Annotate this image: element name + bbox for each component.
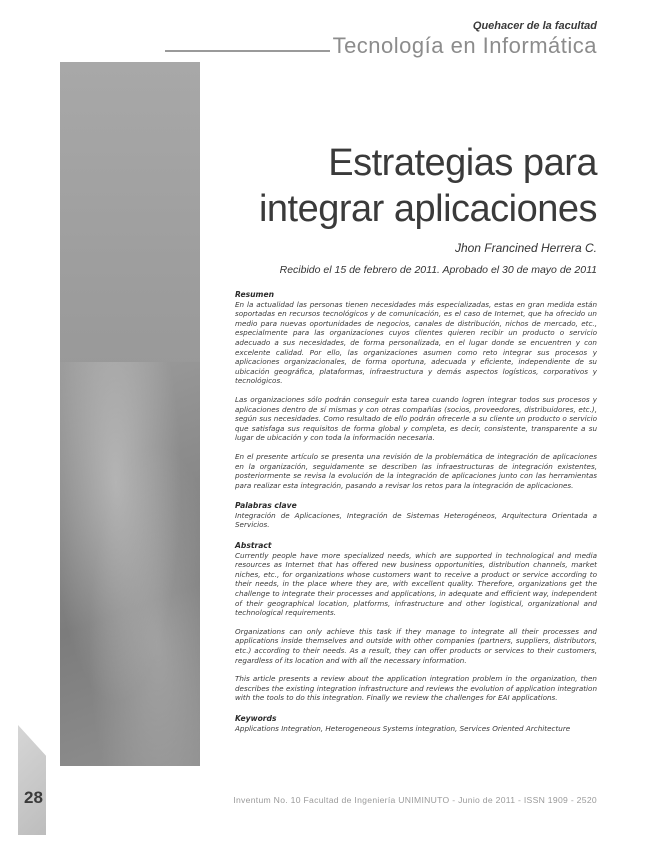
section-label: Quehacer de la facultad (472, 20, 597, 32)
title-line-2: integrar aplicaciones (258, 188, 597, 230)
resumen-heading: Resumen (235, 290, 275, 299)
palabras-clave-text: Integración de Aplicaciones, Integración de Sistemas Heterogéneos, Arquitectura Orientada a Servicios. (235, 510, 597, 530)
title-line-1: Estrategias para (328, 142, 597, 184)
article-dates: Recibido el 15 de febrero de 2011. Aprobado el 30 de mayo de 2011 (279, 264, 597, 276)
abstract-section (235, 541, 597, 703)
keywords-text: Applications Integration, Heterogeneous Systems integration, Services Oriented Architecture (235, 723, 571, 733)
background-photo (60, 362, 200, 766)
article-title (177, 140, 597, 232)
header-rule (165, 50, 330, 52)
abstract-paragraph-1: Currently people have more specialized needs, which are supported in technological and media resources as Internet that has offered new business opportunities, distribution channels, market niches, etc., for organizations whose customers want to receive a product or service according to their needs, in the place where they are, with excellent quality. Therefore, organizations get the challenge to integrate their processes and applications, in adequate and efficient way, independent of their geographical location, platforms, infrastructure and other logistical, organizational and technological requirements. (235, 550, 597, 618)
section-title: Tecnología en Informática (332, 33, 597, 58)
footer-citation: Inventum No. 10 Facultad de Ingeniería UNIMINUTO - Junio de 2011 - ISSN 1909 - 2520 (233, 795, 597, 805)
resumen-paragraph-1: En la actualidad las personas tienen necesidades más especializadas, estas en gran medida están soportadas en recursos tecnológicos y de comunicación, es el caso de Internet, que ha ofrecido un medio para nuevas oportunidades de negocios, canales de distribución, nichos de mercado, etc., especialmente para las organizaciones cuyos clientes quieren recibir un producto o servicio adecuado a sus necesidades, de forma personalizada, en el lugar donde se encuentren y con excelente calidad. Por ello, las organizaciones asumen como reto integrar sus procesos y aplicaciones organizacionales, de forma oportuna, adecuada y eficiente, independiente de su ubicación geográfica, plataformas, infraestructura y demás aspectos logísticos, corporativos y tecnológicos. (235, 299, 597, 386)
keywords-section (235, 714, 597, 733)
keywords-heading: Keywords (235, 713, 277, 723)
resumen-paragraph-2: Las organizaciones sólo podrán conseguir esta tarea cuando logren integrar todos sus procesos y aplicaciones dentro de sí mismas y con otras compañías (socios, proveedores, distribuidores, etc.), según sus necesidades. Como resultado de ello podrán ofrecerle a su cliente un producto o servicio que satisfaga sus requisitos de forma global y completa, es decir, consistente, transparente a su lugar de ubicación y con toda la información necesaria. (235, 394, 597, 443)
page-number: 28 (24, 788, 43, 807)
abstract-paragraph-2: Organizations can only achieve this task if they manage to integrate all their processes and applications inside themselves and outside with other companies (partners, suppliers, distributors, etc.) according to their needs. As a result, they can offer products or services to their customers, regardless of its location and with all the necessary information. (235, 626, 597, 665)
abstract-heading: Abstract (235, 541, 272, 551)
resumen-section (235, 290, 597, 490)
left-margin (0, 62, 60, 766)
resumen-paragraph-3: En el presente artículo se presenta una revisión de la problemática de integración de aplicaciones en la organización, seguidamente se describen las infraestructuras de integración existentes, posteriormente se revisa la evolución de la integración de aplicaciones junto con las herramientas para realizar esta integración, pasando a revisar los retos para la integración de aplicaciones. (235, 451, 597, 490)
article-body (235, 290, 597, 744)
palabras-clave-heading: Palabras clave (235, 501, 297, 511)
palabras-clave-section (235, 501, 597, 530)
article-author: Jhon Francined Herrera C. (454, 241, 597, 255)
abstract-paragraph-3: This article presents a review about the application integration problem in the organization, then describes the existing integration infrastructure and reviews the evolution of application integration with the tools to do this integration. Finally we review the challenges for EAI applications. (235, 674, 597, 703)
